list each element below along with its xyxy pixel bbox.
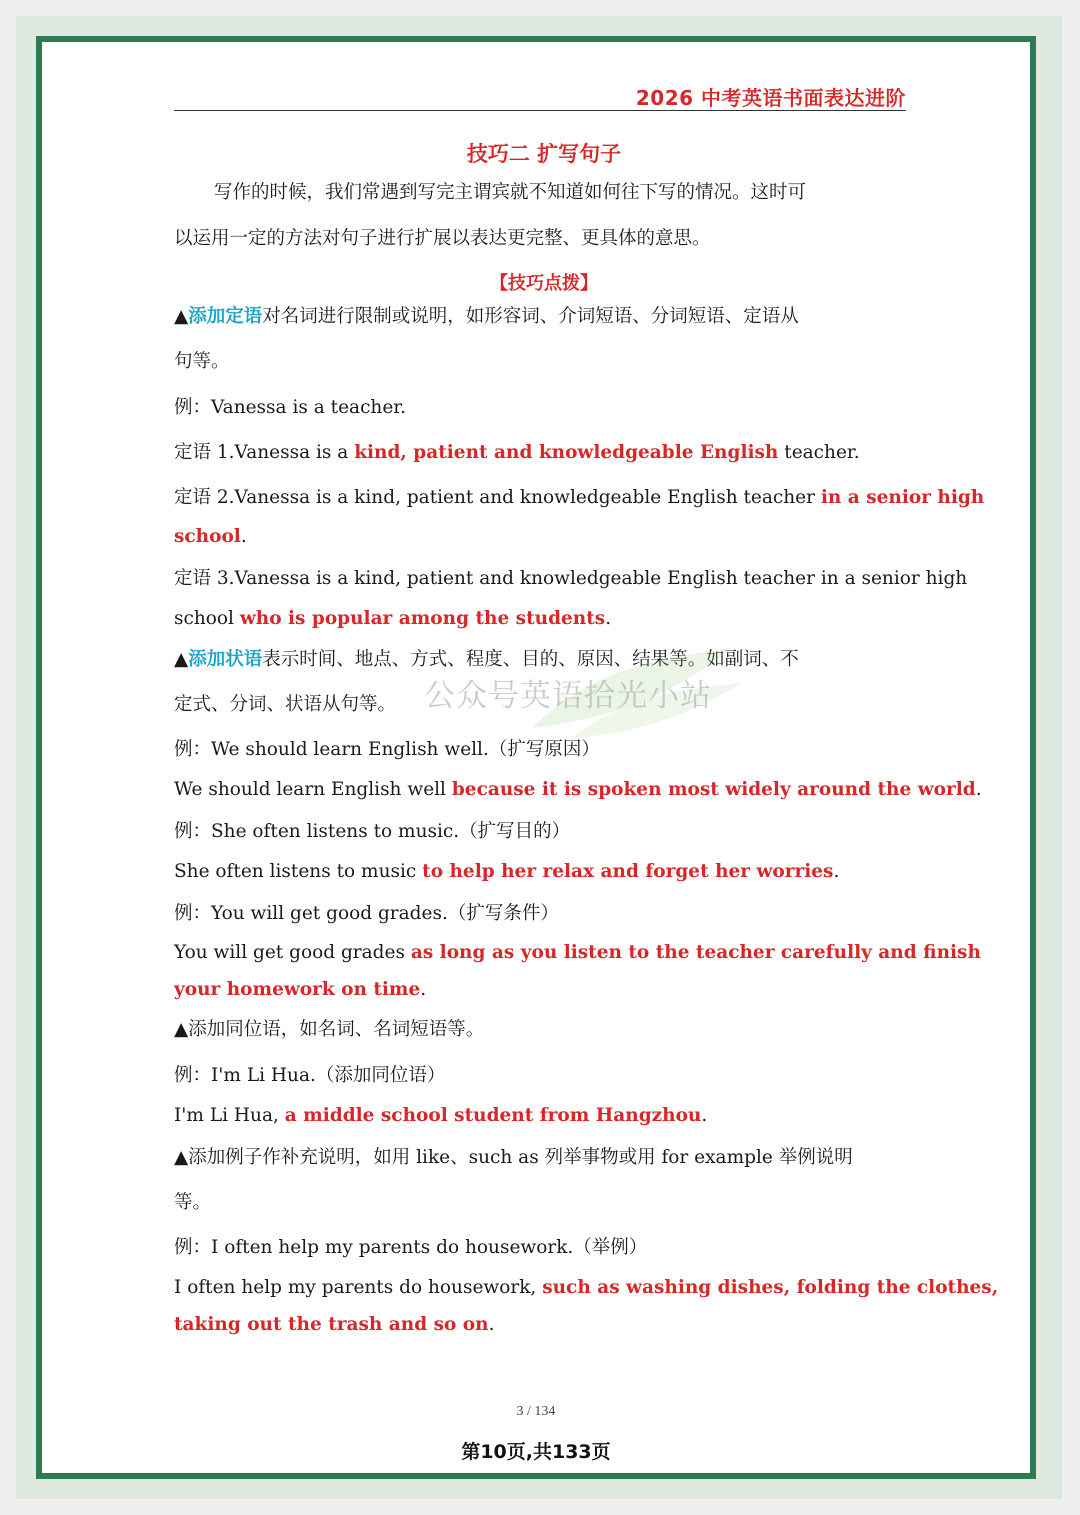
s1-suffix: teacher. bbox=[778, 442, 860, 463]
page-number: 3 / 134 bbox=[516, 1404, 556, 1419]
s3-suffix: . bbox=[605, 608, 612, 629]
ans2-prefix: She often listens to music bbox=[174, 861, 423, 882]
ans1-prefix: We should learn English well bbox=[174, 779, 452, 800]
appos-expansion: a middle school student from Hangzhou bbox=[284, 1105, 702, 1126]
examples-answer bbox=[174, 1277, 998, 1298]
s1-prefix: 定语 1.Vanessa is a bbox=[174, 442, 355, 463]
s2-expansion: in a senior high bbox=[820, 487, 985, 508]
header-title: 2026 中考英语书面表达进阶 bbox=[635, 86, 906, 110]
s2-suffix: . bbox=[240, 526, 247, 547]
triangle-marker: ▲ bbox=[174, 649, 189, 670]
appos-prefix: I'm Li Hua, bbox=[174, 1105, 285, 1126]
ans2-suffix: . bbox=[833, 861, 840, 882]
examples-answer-cont bbox=[174, 1314, 494, 1335]
adverbial-example-1: 例：We should learn English well.（扩写原因） bbox=[174, 739, 600, 760]
appos-suffix: . bbox=[701, 1105, 708, 1126]
attributive-sentence-1 bbox=[174, 438, 860, 464]
attributive-sentence-2 bbox=[174, 483, 984, 509]
ans1-suffix: . bbox=[975, 779, 982, 800]
attributive-desc bbox=[174, 302, 799, 328]
examples-desc: ▲添加例子作补充说明，如用 like、such as 列举事物或用 for example 举例说明 bbox=[174, 1147, 853, 1168]
adverbial-example-3: 例：You will get good grades.（扩写条件） bbox=[174, 903, 559, 924]
adverbial-desc-text: 表示时间、地点、方式、程度、目的、原因、结果等。如副词、不 bbox=[262, 649, 799, 670]
adverbial-answer-3-cont bbox=[174, 979, 426, 1000]
header-divider bbox=[174, 110, 906, 111]
intro-line-2: 以运用一定的方法对句子进行扩展以表达更完整、更具体的意思。 bbox=[174, 228, 711, 249]
appositive-answer bbox=[174, 1105, 707, 1126]
attributive-sentence-2-cont bbox=[174, 526, 247, 547]
triangle-marker: ▲ bbox=[174, 306, 189, 327]
adverbial-desc-2: 定式、分词、状语从句等。 bbox=[174, 694, 397, 715]
adverbial-keyword: 添加状语 bbox=[188, 649, 263, 670]
appositive-example: 例：I'm Li Hua.（添加同位语） bbox=[174, 1065, 446, 1086]
attributive-desc-2: 句等。 bbox=[174, 351, 230, 372]
attributive-desc-text: 对名词进行限制或说明，如形容词、介词短语、分词短语、定语从 bbox=[262, 306, 799, 327]
s2-expansion-cont: school bbox=[174, 526, 241, 547]
intro-line-1: 写作的时候，我们常遇到写完主谓宾就不知道如何往下写的情况。这时可 bbox=[214, 182, 807, 203]
attributive-sentence-3: 定语 3.Vanessa is a kind, patient and knowledgeable English teacher in a senior high bbox=[174, 568, 968, 589]
ex-ans-suffix: . bbox=[488, 1314, 495, 1335]
examples-desc-2: 等。 bbox=[174, 1192, 212, 1213]
appositive-desc: ▲添加同位语，如名词、名词短语等。 bbox=[174, 1019, 485, 1040]
ans3-prefix: You will get good grades bbox=[174, 942, 411, 963]
ans3-suffix: . bbox=[420, 979, 427, 1000]
ans3-expansion: as long as you listen to the teacher carefully and finish bbox=[410, 942, 981, 963]
ex-ans-prefix: I often help my parents do housework, bbox=[174, 1277, 543, 1298]
ans2-expansion: to help her relax and forget her worries bbox=[422, 861, 834, 882]
page-count: 第10页,共133页 bbox=[461, 1441, 611, 1463]
adverbial-answer-1 bbox=[174, 779, 982, 800]
tips-title: 【技巧点拨】 bbox=[490, 273, 598, 294]
attributive-keyword: 添加定语 bbox=[188, 306, 263, 327]
s1-expansion: kind, patient and knowledgeable English bbox=[354, 442, 779, 463]
s3-prefix: school bbox=[174, 608, 240, 629]
attributive-example: 例：Vanessa is a teacher. bbox=[174, 397, 406, 418]
document-page bbox=[42, 42, 1030, 1473]
ans1-expansion: because it is spoken most widely around the world bbox=[451, 779, 976, 800]
s2-prefix: 定语 2.Vanessa is a kind, patient and knowledgeable English teacher bbox=[174, 487, 821, 508]
ans3-expansion-cont: your homework on time bbox=[174, 979, 421, 1000]
adverbial-answer-2 bbox=[174, 861, 839, 882]
adverbial-example-2: 例：She often listens to music.（扩写目的） bbox=[174, 821, 571, 842]
ex-ans-expansion: such as washing dishes, folding the clothes, bbox=[542, 1277, 999, 1298]
watermark-text: 公众号英语拾光小站 bbox=[424, 678, 712, 714]
adverbial-answer-3 bbox=[174, 942, 981, 963]
ex-ans-expansion-cont: taking out the trash and so on bbox=[174, 1314, 489, 1335]
s3-expansion: who is popular among the students bbox=[239, 608, 606, 629]
section-title: 技巧二 扩写句子 bbox=[466, 142, 622, 166]
attributive-sentence-3-cont bbox=[174, 608, 611, 629]
examples-example: 例：I often help my parents do housework.（举例） bbox=[174, 1237, 648, 1258]
